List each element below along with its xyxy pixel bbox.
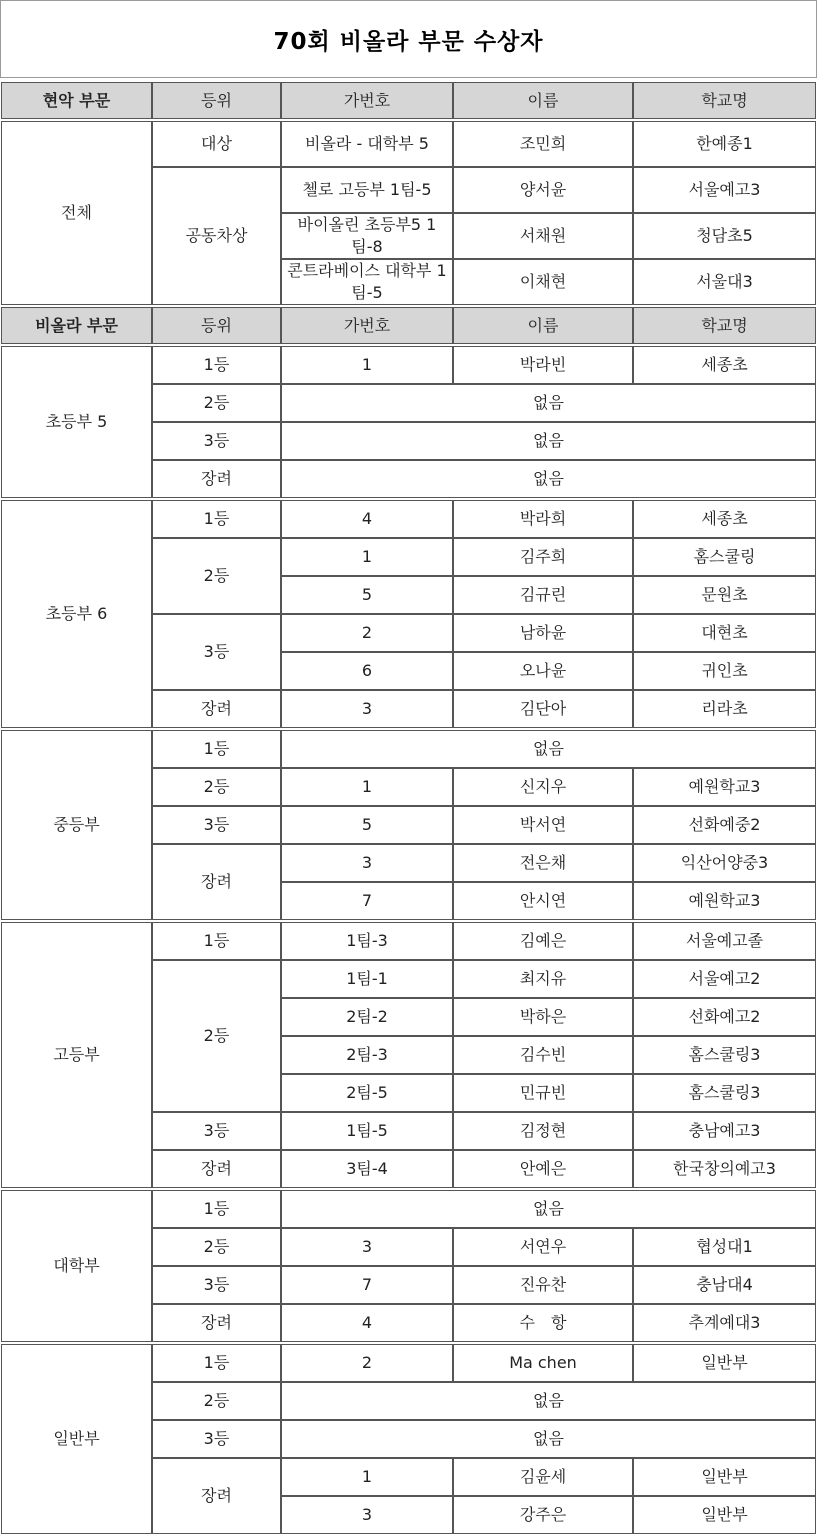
table-cell-number: 2: [281, 1344, 453, 1382]
column-header-name: 이름: [453, 82, 633, 119]
table-cell-number: 2팀-5: [281, 1074, 453, 1112]
table-cell-number: 5: [281, 806, 453, 844]
table-cell-name: 서연우: [453, 1228, 633, 1266]
table-cell-name: 수 항: [453, 1304, 633, 1342]
column-header-number: 가번호: [281, 82, 453, 119]
rank-cell: 공동차상: [152, 167, 281, 305]
division-cell: 초등부 6: [1, 500, 152, 728]
table-cell-number: 1팀-5: [281, 1112, 453, 1150]
table-cell-number: 1팀-3: [281, 922, 453, 960]
table-cell-name: 김단아: [453, 690, 633, 728]
table-cell-number: 5: [281, 576, 453, 614]
table-cell-name: 김주희: [453, 538, 633, 576]
table-cell-school: 대현초: [633, 614, 816, 652]
column-header-school: 학교명: [633, 82, 816, 119]
table-cell-name: 서채원: [453, 213, 633, 259]
rank-cell: 1등: [152, 500, 281, 538]
division-cell: 대학부: [1, 1190, 152, 1342]
table-cell-name: 안시연: [453, 882, 633, 920]
table-cell-name: 오나윤: [453, 652, 633, 690]
table-cell-number: 6: [281, 652, 453, 690]
table-cell-number: 3: [281, 1496, 453, 1534]
table-cell-none: 없음: [281, 422, 816, 460]
table-cell-school: 일반부: [633, 1344, 816, 1382]
table-cell-name: 김윤세: [453, 1458, 633, 1496]
table-cell-name: 양서윤: [453, 167, 633, 213]
rank-cell: 장려: [152, 1150, 281, 1188]
division-cell: 초등부 5: [1, 346, 152, 498]
table-cell-none: 없음: [281, 460, 816, 498]
rank-cell: 2등: [152, 384, 281, 422]
rank-cell: 3등: [152, 806, 281, 844]
table-cell-name: 김수빈: [453, 1036, 633, 1074]
table-cell-school: 세종초: [633, 500, 816, 538]
table-cell-name: 김규린: [453, 576, 633, 614]
column-header-school: 학교명: [633, 307, 816, 344]
table-cell-name: 진유찬: [453, 1266, 633, 1304]
table-cell-none: 없음: [281, 384, 816, 422]
table-cell-school: 추계예대3: [633, 1304, 816, 1342]
table-cell-number: 7: [281, 882, 453, 920]
column-header-name: 이름: [453, 307, 633, 344]
table-cell-school: 서울대3: [633, 259, 816, 305]
table-cell-school: 한예종1: [633, 121, 816, 167]
table-cell-number: 비올라 - 대학부 5: [281, 121, 453, 167]
table-cell-number: 1: [281, 1458, 453, 1496]
table-cell-number: 2: [281, 614, 453, 652]
table-cell-number: 1: [281, 346, 453, 384]
table-cell-school: 한국창의예고3: [633, 1150, 816, 1188]
table-cell-school: 익산어양중3: [633, 844, 816, 882]
rank-cell: 장려: [152, 844, 281, 920]
rank-cell: 3등: [152, 1420, 281, 1458]
table-cell-school: 충남예고3: [633, 1112, 816, 1150]
division-cell: 중등부: [1, 730, 152, 920]
table-cell-name: 조민희: [453, 121, 633, 167]
table-cell-name: 김정현: [453, 1112, 633, 1150]
table-cell-number: 1: [281, 538, 453, 576]
table-cell-number: 7: [281, 1266, 453, 1304]
table-cell-name: 김예은: [453, 922, 633, 960]
table-cell-number: 3: [281, 844, 453, 882]
rank-cell: 3등: [152, 614, 281, 690]
table-cell-name: 남하윤: [453, 614, 633, 652]
rank-cell: 2등: [152, 1382, 281, 1420]
rank-cell: 3등: [152, 422, 281, 460]
table-cell-name: 안예은: [453, 1150, 633, 1188]
table-cell-school: 선화예고2: [633, 998, 816, 1036]
rank-cell: 2등: [152, 960, 281, 1112]
table-cell-number: 1: [281, 768, 453, 806]
table-cell-school: 리라초: [633, 690, 816, 728]
table-cell-none: 없음: [281, 730, 816, 768]
rank-cell: 장려: [152, 460, 281, 498]
table-cell-number: 2팀-2: [281, 998, 453, 1036]
division-cell: 전체: [1, 121, 152, 305]
table-cell-name: 박서연: [453, 806, 633, 844]
table-cell-number: 4: [281, 500, 453, 538]
rank-cell: 1등: [152, 346, 281, 384]
table-cell-number: 2팀-3: [281, 1036, 453, 1074]
rank-cell: 1등: [152, 1190, 281, 1228]
rank-cell: 2등: [152, 538, 281, 614]
table-cell-school: 서울예고졸: [633, 922, 816, 960]
rank-cell: 1등: [152, 1344, 281, 1382]
division-cell: 고등부: [1, 922, 152, 1188]
table-cell-number: 3팀-4: [281, 1150, 453, 1188]
rank-cell: 대상: [152, 121, 281, 167]
table-cell-number: 1팀-1: [281, 960, 453, 998]
table-cell-school: 홈스쿨링: [633, 538, 816, 576]
rank-cell: 2등: [152, 768, 281, 806]
rank-cell: 2등: [152, 1228, 281, 1266]
rank-cell: 장려: [152, 1304, 281, 1342]
table-cell-name: 신지우: [453, 768, 633, 806]
table-cell-school: 세종초: [633, 346, 816, 384]
rank-cell: 3등: [152, 1112, 281, 1150]
column-header-number: 가번호: [281, 307, 453, 344]
table-cell-name: 최지유: [453, 960, 633, 998]
table-cell-number: 첼로 고등부 1팀-5: [281, 167, 453, 213]
table-cell-name: 이채현: [453, 259, 633, 305]
table-cell-none: 없음: [281, 1420, 816, 1458]
rank-cell: 장려: [152, 1458, 281, 1534]
table-cell-school: 예원학교3: [633, 882, 816, 920]
table-cell-number: 3: [281, 690, 453, 728]
table-cell-name: Ma chen: [453, 1344, 633, 1382]
table-cell-school: 홈스쿨링3: [633, 1036, 816, 1074]
table-cell-name: 박라빈: [453, 346, 633, 384]
table-cell-school: 문원초: [633, 576, 816, 614]
table-cell-number: 4: [281, 1304, 453, 1342]
rank-cell: 3등: [152, 1266, 281, 1304]
table-cell-name: 강주은: [453, 1496, 633, 1534]
table-cell-name: 민규빈: [453, 1074, 633, 1112]
table-cell-school: 청담초5: [633, 213, 816, 259]
table-cell-number: 3: [281, 1228, 453, 1266]
table-cell-number: 바이올린 초등부5 1팀-8: [281, 213, 453, 259]
table-cell-name: 전은채: [453, 844, 633, 882]
rank-cell: 1등: [152, 730, 281, 768]
section-header: 현악 부문: [1, 82, 152, 119]
division-cell: 일반부: [1, 1344, 152, 1534]
table-cell-name: 박라희: [453, 500, 633, 538]
column-header-rank: 등위: [152, 307, 281, 344]
table-cell-name: 박하은: [453, 998, 633, 1036]
table-cell-school: 선화예중2: [633, 806, 816, 844]
rank-cell: 1등: [152, 922, 281, 960]
column-header-rank: 등위: [152, 82, 281, 119]
table-cell-school: 서울예고2: [633, 960, 816, 998]
section-header: 비올라 부문: [1, 307, 152, 344]
table-cell-school: 서울예고3: [633, 167, 816, 213]
rank-cell: 장려: [152, 690, 281, 728]
table-cell-school: 귀인초: [633, 652, 816, 690]
table-cell-none: 없음: [281, 1382, 816, 1420]
table-cell-school: 예원학교3: [633, 768, 816, 806]
table-cell-school: 충남대4: [633, 1266, 816, 1304]
table-cell-none: 없음: [281, 1190, 816, 1228]
page-title: 70회 비올라 부문 수상자: [0, 0, 817, 78]
table-cell-school: 협성대1: [633, 1228, 816, 1266]
table-cell-number: 콘트라베이스 대학부 1팀-5: [281, 259, 453, 305]
table-cell-school: 홈스쿨링3: [633, 1074, 816, 1112]
table-cell-school: 일반부: [633, 1458, 816, 1496]
table-cell-school: 일반부: [633, 1496, 816, 1534]
